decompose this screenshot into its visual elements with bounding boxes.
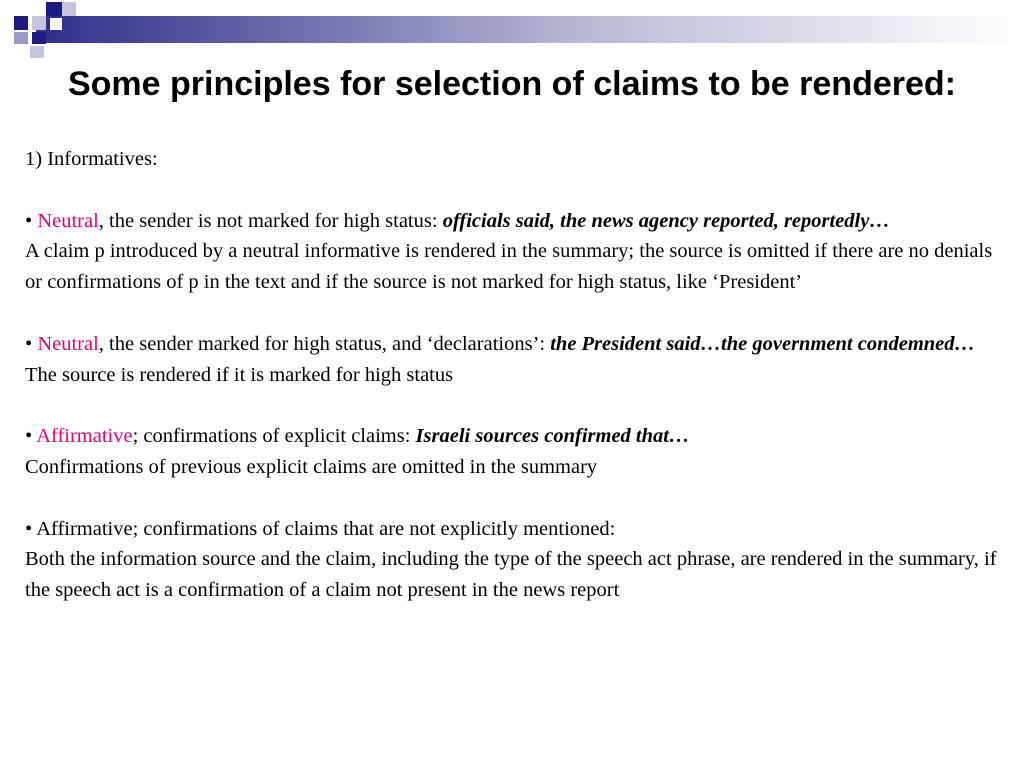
term-affirmative: Affirmative [36,425,133,448]
decor-square-1 [14,16,28,30]
term-neutral: Neutral [37,332,99,355]
spacer [25,390,1000,421]
bullet-mark: • [25,425,33,448]
bullet-text: , the sender is not marked for high status: [98,209,438,232]
term-neutral: Neutral [37,209,99,232]
decor-square-8 [50,18,62,30]
spacer [25,483,1000,514]
example-phrases: the President said…the government condemned… [550,332,976,355]
bullet-neutral-high-status [25,329,1000,360]
bullet-text: Affirmative; confirmations of claims that are not explicitly mentioned: [36,517,616,540]
bullet-text: , the sender marked for high status, and ‘declarations’: [98,332,546,355]
decor-square-7 [30,46,44,58]
bullet-description: Both the information source and the claim, including the type of the speech act phrase, are rendered in the summary, if the speech act is a confirmation of a claim not present in the news report [25,548,997,602]
example-phrases: Israeli sources confirmed that… [415,425,690,448]
bullet-description: Confirmations of previous explicit claims are omitted in the summary [25,455,598,478]
bullet-mark: • [25,332,33,355]
decor-square-3 [46,2,62,16]
bullet-text: ; confirmations of explicit claims: [132,425,411,448]
bullet-affirmative-explicit [25,421,1000,452]
bullet-description: The source is rendered if it is marked for high status [25,363,454,386]
bullet-mark: • [25,209,33,232]
slide-title: Some principles for selection of claims to be rendered: [67,65,956,103]
example-phrases: officials said, the news agency reported, reportedly… [442,209,890,232]
spacer [25,175,1000,206]
decor-square-4 [62,2,76,16]
decor-square-2 [32,16,46,30]
decor-square-6 [32,32,46,44]
section-heading: 1) Informatives: [25,148,158,170]
bullet-description: A claim p introduced by a neutral informative is rendered in the summary; the source is omitted if there are no denials or confirmations of p in the text and if the source is not marked for high status, like ‘President’ [25,240,993,294]
bullet-neutral-low-status [25,206,1000,237]
decor-square-5 [14,32,28,44]
slide-body [25,144,1000,606]
bullet-mark: • [25,517,33,540]
decor-gradient-bar [36,16,1024,43]
bullet-affirmative-implicit [25,514,1000,545]
spacer [25,298,1000,329]
